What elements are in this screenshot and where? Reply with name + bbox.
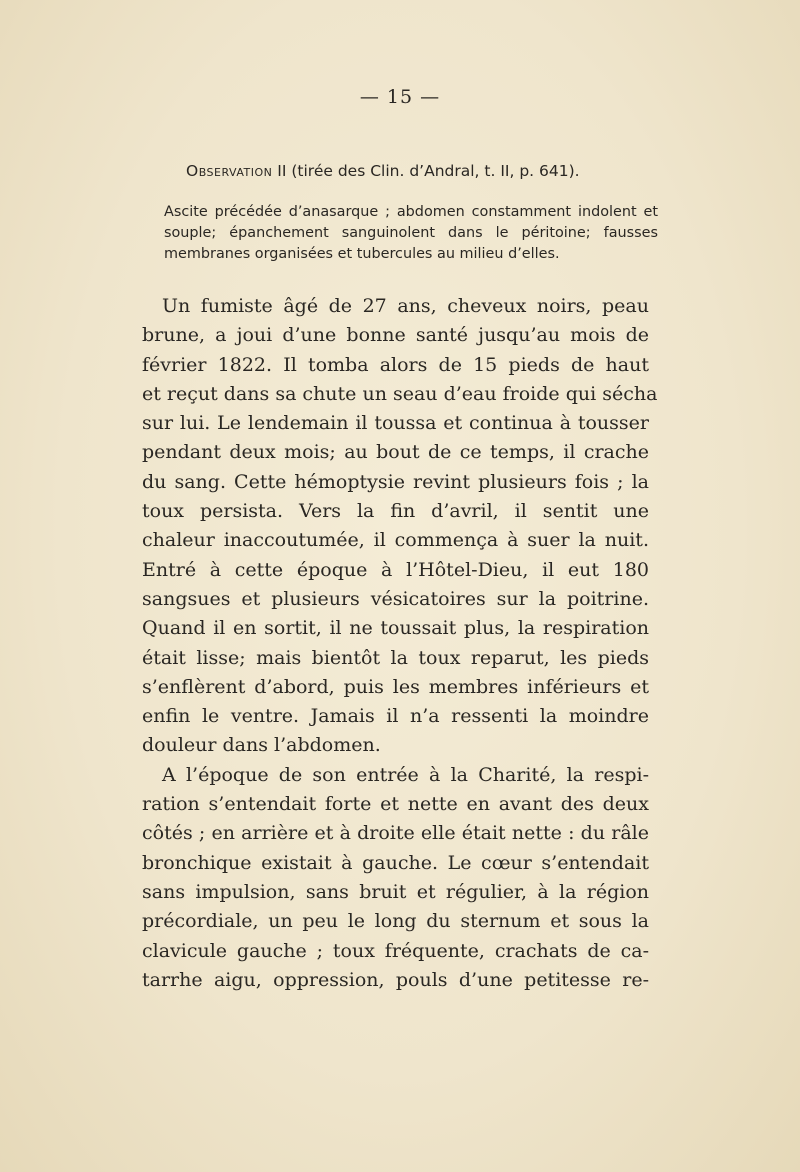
paragraph1-line: était lisse; mais bientôt la toux reparut, les pieds: [142, 646, 649, 669]
paragraph1-line: Un fumiste âgé de 27 ans, cheveux noirs, peau: [162, 295, 649, 317]
paragraph1-line: du sang. Cette hémoptysie revint plusieurs fois ; la: [142, 470, 649, 493]
paragraph1-line: chaleur inaccoutumée, il commença à suer la nuit.: [142, 529, 649, 552]
paragraph1-line: toux persista. Vers la fin d’avril, il sentit une: [142, 500, 649, 523]
summary-line: souple; épanchement sanguinolent dans le péritoine; fausses: [164, 225, 658, 241]
paragraph1-line: sangsues et plusieurs vésicatoires sur la poitrine.: [142, 587, 649, 610]
paragraph1-line: Quand il en sortit, il ne toussait plus, la respiration: [142, 617, 649, 640]
summary-line: Ascite précédée d’anasarque ; abdomen constamment indolent et: [164, 204, 658, 220]
page-number: — 15 —: [359, 86, 441, 108]
paragraph2-line: bronchique existait à gauche. Le cœur s’entendait: [142, 851, 649, 874]
paragraph1-line: février 1822. Il tomba alors de 15 pieds de haut: [142, 353, 649, 376]
paragraph1-line: douleur dans l’abdomen.: [142, 734, 381, 757]
paragraph1-line: et reçut dans sa chute un seau d’eau froide qui sécha: [142, 382, 658, 405]
paragraph2-line: précordiale, un peu le long du sternum et sous la: [142, 910, 649, 933]
paragraph1-line: enfin le ventre. Jamais il n’a ressenti la moindre: [142, 705, 649, 728]
paragraph2-line: A l’époque de son entrée à la Charité, la respi-: [162, 763, 649, 786]
summary-line: membranes organisées et tubercules au milieu d’elles.: [164, 246, 560, 262]
paragraph2-line: sans impulsion, sans bruit et régulier, à la région: [142, 880, 649, 903]
body-text: [142, 292, 658, 995]
observation-label: Observation: [186, 162, 273, 180]
paragraph2-line: tarrhe aigu, oppression, pouls d’une petitesse re-: [142, 968, 649, 991]
observation-title: [186, 162, 746, 180]
paragraph1-line: pendant deux mois; au bout de ce temps, il crache: [142, 441, 649, 464]
paragraph2-line: côtés ; en arrière et à droite elle était nette : du râle: [142, 822, 649, 845]
observation-source: II (tirée des Clin. d’Andral, t. II, p. 641).: [272, 162, 580, 180]
paragraph2-line: ration s’entendait forte et nette en avant des deux: [142, 793, 649, 816]
paragraph2-line: clavicule gauche ; toux fréquente, crachats de ca-: [142, 939, 649, 962]
paragraph1-line: Entré à cette époque à l’Hôtel-Dieu, il eut 180: [142, 558, 649, 581]
paragraph1-line: s’enflèrent d’abord, puis les membres inférieurs et: [142, 675, 649, 698]
observation-summary: [164, 202, 658, 265]
paragraph1-line: brune, a joui d’une bonne santé jusqu’au mois de: [142, 324, 649, 347]
paragraph1-line: sur lui. Le lendemain il toussa et continua à tousser: [142, 412, 649, 435]
